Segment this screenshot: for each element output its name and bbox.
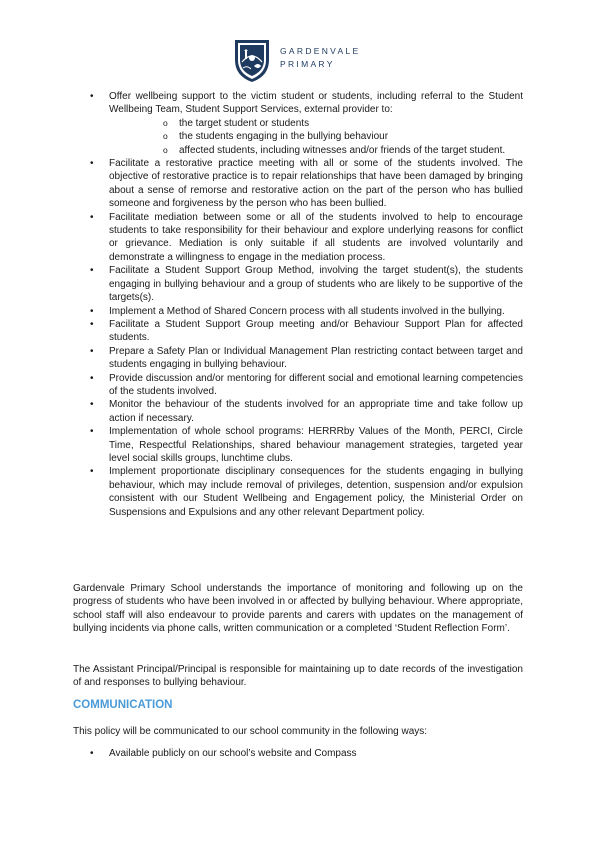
list-item: • Facilitate a restorative practice meeting with all or some of the students involved. The objective of restorative practice is to repair relationships that have been damaged by bringing about a sense of remorse and restorative action on the part of the person who has bullied someone and forgiveness by the person who has been bullied. [73, 157, 523, 211]
list-item: • Provide discussion and/or mentoring for different social and emotional learning competencies of the students involved. [73, 372, 523, 399]
communication-heading: COMMUNICATION [73, 699, 173, 711]
list-item: • Implement proportionate disciplinary consequences for the students engaging in bullying behaviour, which may include removal of privileges, detention, suspension and/or expulsion consistent with our Student Wellbeing and Engagement policy, the Ministerial Order on Suspensions and Expulsions and any other relevant Department policy. [73, 465, 523, 519]
records-paragraph: The Assistant Principal/Principal is responsible for maintaining up to date records of the investigation of and responses to bullying behaviour. [73, 664, 523, 689]
school-crest-logo [232, 36, 272, 84]
brand-line-1: GARDENVALE [280, 46, 361, 56]
list-item [73, 90, 523, 157]
communication-list [73, 747, 523, 760]
monitoring-paragraph: Gardenvale Primary School understands the importance of monitoring and following up on the progress of students who have been involved in or affected by bullying behaviour. Where appropriate, school staff will also endeavour to provide parents and carers with updates on the management of bullying incidents via phone calls, written communication or a completed ‘Student Reflection Form’. [73, 583, 523, 635]
list-item: • Facilitate a Student Support Group meeting and/or Behaviour Support Plan for affected students. [73, 318, 523, 345]
communication-intro: This policy will be communicated to our school community in the following ways: [73, 726, 428, 737]
list-item: • Available publicly on our school’s website and Compass [73, 747, 523, 760]
brand-line-2: PRIMARY [280, 59, 335, 69]
list-item: • Facilitate mediation between some or all of the students involved to help to encourage students to take responsibility for their behaviour and explore underlying reasons for conflict or grievance. Mediation is only suitable if all students are involved voluntarily and demonstrate a willingness to engage in the mediation process. [73, 211, 523, 265]
response-actions [73, 90, 523, 519]
list-item: • Monitor the behaviour of the students involved for an appropriate time and take follow up action if necessary. [73, 398, 523, 425]
list-item: • Prepare a Safety Plan or Individual Management Plan restricting contact between target and students engaging in bullying behaviour. [73, 345, 523, 372]
communication-list-wrapper [73, 747, 523, 760]
list-item: • Implementation of whole school programs: HERRRby Values of the Month, PERCI, Circle Time, Respectful Relationships, shared behaviour management strategies, targeted year level social skills groups, lunchtime clubs. [73, 425, 523, 465]
bullet-list [73, 90, 523, 519]
sub-list-item: o affected students, including witnesses and/or friends of the target student. [109, 144, 523, 157]
sub-list-item: o the target student or students [109, 117, 523, 130]
sub-list-item: o the students engaging in the bullying behaviour [109, 130, 523, 143]
list-item: • Facilitate a Student Support Group Method, involving the target student(s), the students engaging in bullying behaviour and a group of students who are likely to be supportive of the targets(s). [73, 264, 523, 304]
school-header [232, 36, 372, 86]
list-item-text: Offer wellbeing support to the victim student or students, including referral to the Student Wellbeing Team, Student Support Services, external provider to: [109, 91, 523, 116]
school-brand-name [280, 45, 360, 71]
sub-list [109, 117, 523, 157]
list-item: • Implement a Method of Shared Concern process with all students involved in the bullying. [73, 305, 523, 318]
